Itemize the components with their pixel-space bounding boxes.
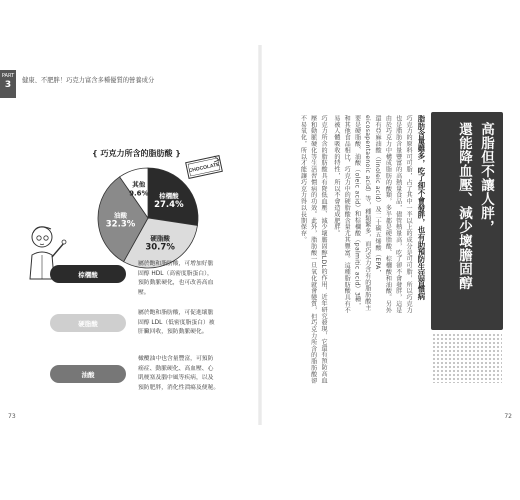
- running-head: 健康、不肥胖！巧克力富含多種優質的營養成分: [22, 77, 155, 84]
- desc-line: 癌症、動脈硬化、高血壓、心: [138, 365, 214, 372]
- brace-open: {: [92, 149, 98, 158]
- desc-line: 預防肥胖，消化性潰瘍及便秘。: [138, 384, 220, 391]
- headline-line-2: 還能降血壓、減少壞膽固醇: [456, 122, 472, 290]
- part-number: 3: [4, 80, 12, 90]
- pie-label-value: 30.7%: [145, 242, 175, 253]
- book-spread: [0, 45, 520, 425]
- headline-line-1: 高脂但不讓人胖，: [478, 122, 494, 234]
- page-number-right: 72: [504, 413, 512, 420]
- desc-line: 固醇 HDL（高密度脂蛋白），: [138, 270, 213, 277]
- dot-pattern: [432, 333, 502, 383]
- pie-label-name: 其他: [132, 180, 146, 189]
- fatty-acid-desc: [138, 309, 242, 338]
- right-page: [260, 45, 520, 425]
- chart-title: 巧克力所含的脂肪酸: [100, 149, 173, 158]
- left-page: [0, 45, 260, 425]
- pie-label-name: 棕櫚酸: [159, 192, 179, 201]
- headline-box: [431, 112, 503, 330]
- fatty-acid-pie-chart: [93, 163, 203, 273]
- pie-label-name: 硬脂酸: [150, 234, 170, 243]
- fatty-acid-tag: 油酸: [50, 365, 126, 383]
- body-paragraph-2: 巧克力所含的脂肪酸具有降低血壓、減少壞膽固醇LDL的作用，近年研究發現，它還有預防高血壓和動脈硬化等生活習慣病的功效。此外，脂肪酸一旦氧化就會變質，但巧克力所含的脂肪酸卻不易氧化，所以才能讓巧克力得以長期保存。: [299, 115, 327, 384]
- desc-line: 橄欖油中也含量豐富，可預防: [138, 356, 214, 362]
- desc-line: 預防動脈硬化，也可改善高血: [138, 280, 214, 286]
- desc-line: 固醇 LDL（低密度脂蛋白）被: [138, 319, 215, 326]
- chart-title-line: [92, 148, 181, 159]
- fatty-acid-row: [36, 260, 236, 300]
- body-paragraph-1: 巧克力的原料可可脂，占了其中一半以上的成分是可可脂，所以巧克力也是脂肪含量豐富的高熱量食品，儘管熱量高，吃了卻不會發胖，這是由於巧克力中構成脂肪的酸類，多半都是硬脂酸、棕櫚酸和油酸。另外還有亞麻油酸（linoleic acid）及二十碳五烯酸（EPA，eicosapentaenoic acid）等，種類繁多，而巧克力含有的脂肪酸主要是硬脂酸、油酸（oleic acid）和棕櫚酸（palmitic acid）3種，和其他食品相比，巧克力中的硬脂酸含量尤其豐富。這種脂肪酸具有不易被人體吸收的特性，所以不會造成肥胖。: [332, 115, 412, 314]
- desc-line: 肝臟回收，預防動脈硬化。: [138, 329, 208, 335]
- subheading: 脂肪含量雖多，吃了卻不會發胖，也有助預防生活習慣病: [417, 115, 426, 300]
- fatty-acid-tag: 硬脂酸: [50, 314, 126, 332]
- desc-line: 肌梗塞及腦中風等疾病，以及: [138, 375, 214, 381]
- pie-label-value: 9.6%: [129, 189, 149, 198]
- desc-line: 屬於飽和脂肪酸，可增加好膽: [138, 261, 214, 267]
- part-tab: [0, 70, 16, 98]
- page-number-left: 73: [8, 413, 16, 420]
- fatty-acid-desc: [138, 355, 242, 393]
- fatty-acid-row: [36, 355, 236, 395]
- part-label: PART: [1, 73, 15, 79]
- pie-label-value: 32.3%: [105, 219, 136, 230]
- fatty-acid-row: [36, 309, 236, 349]
- desc-line: 壓。: [138, 289, 150, 296]
- fatty-acid-desc: [138, 260, 242, 298]
- box-label: CHOCOLATE: [188, 161, 221, 175]
- fatty-acid-tag: 棕櫚酸: [50, 265, 126, 283]
- brace-close: }: [175, 149, 181, 158]
- desc-line: 屬於飽和脂肪酸，可促進壞膽: [138, 310, 214, 316]
- pie-label-value: 27.4%: [154, 200, 184, 211]
- pie-label-name: 油酸: [114, 211, 128, 220]
